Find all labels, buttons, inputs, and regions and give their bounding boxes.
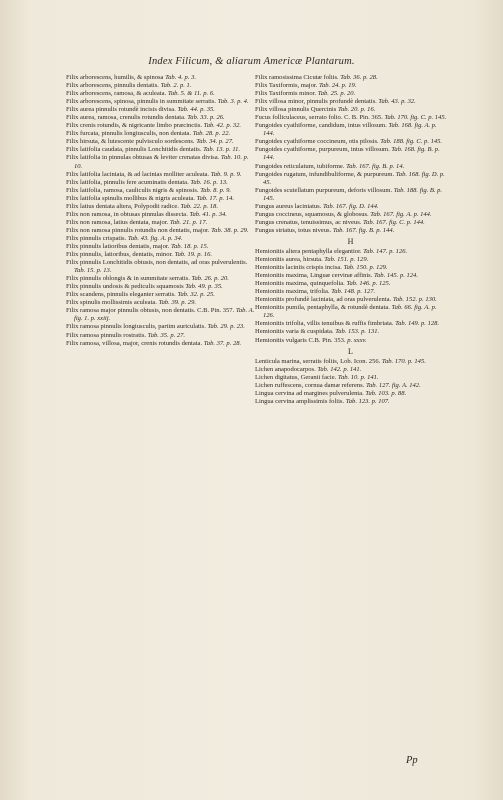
index-entry [66, 299, 256, 307]
entry-reference: Tab. 168. fig. B. p. 144. [263, 146, 440, 162]
index-entry [255, 114, 447, 122]
index-entry [66, 227, 256, 235]
index-entry [66, 332, 256, 340]
entry-name: Filix Taxiformis minor. [255, 90, 318, 98]
index-entry [66, 179, 256, 187]
entry-reference: Tab. 28. p. 22. [192, 130, 231, 138]
entry-name: Filix pinnulis undosis & pediculis squamosis [66, 283, 186, 291]
section-letter-l: L [348, 346, 354, 356]
right-column [255, 74, 447, 406]
entry-name: Fucus folliculaceus, serrato folio. C. B. Pin. 365. [255, 114, 385, 122]
entry-name: Filix arborescens, ramosa, & aculeata. [66, 90, 168, 98]
entry-name: Filix ramosa pinnulis longiusculis, partim auriculatis. [66, 323, 208, 331]
index-entry [255, 211, 447, 219]
index-entry [66, 171, 256, 179]
entry-reference: Tab. 152. p. 130. [392, 296, 437, 304]
entry-name: Filix ramosissima Cicutæ foliis. [255, 74, 341, 81]
entry-name: Fungus aureus laciniatus. [255, 202, 324, 210]
entry-name: Filix latifolia spinulis mollibus & nigris aculeata. [66, 194, 197, 202]
index-entry [66, 203, 256, 211]
entry-reference: Tab. 8. p. 9. [200, 186, 232, 194]
entry-name: Filix ramosa pinnulis rostratis. [66, 331, 148, 339]
index-entry [66, 138, 256, 146]
entry-reference: Tab. 167. fig. B. p. 14. [346, 162, 405, 170]
entry-name: Filix latifolia in pinnulas obtusas & leviter crenatas divisa. [66, 154, 221, 162]
entry-reference: Tab. 18. p. 15. [170, 242, 209, 250]
entry-name: Filix latifolia laciniata, & ad lacinias molliter aculeata. [66, 170, 211, 178]
entry-reference: Tab. 167. fig. A. p. 144. [370, 210, 432, 218]
entry-name: Lenticula marina, serratis foliis, Lob. Icon. 256. [255, 357, 382, 365]
entry-name: Filix non ramosa, in obtusas pinnulas dissecta. [66, 210, 190, 218]
entry-name: Hemionitis vulgaris C.B. Pin. 353. [255, 336, 348, 344]
left-column [66, 74, 256, 348]
entry-name: Lingua cervina ad margines pulverulenta. [255, 389, 366, 397]
entry-reference: Tab. 15. p. 13. [74, 267, 112, 275]
index-entry [66, 90, 256, 98]
index-entry [255, 280, 447, 288]
entry-name: Filix latifolia, pinnulis fere acuminatis dentata. [66, 178, 191, 186]
entry-name: Filix non ramosa, latius dentata, major. [66, 218, 170, 226]
index-entry [66, 130, 256, 138]
index-entry [255, 171, 447, 187]
entry-reference: Tab. 22. p. 18. [180, 202, 218, 210]
entry-reference: Tab. 147. p. 126. [363, 247, 408, 255]
entry-name: Hemionitis maxima, Linguæ cervinæ affinis. [255, 272, 374, 280]
section-letter-h: H [347, 236, 355, 246]
entry-reference: Tab. 49. p. 35. [185, 283, 223, 291]
index-entry [255, 296, 447, 304]
running-header: Index Filicum, & aliarum Americæ Plantarum. [148, 56, 355, 67]
index-entry [66, 340, 256, 348]
entry-name: Filix latius dentata altera, Polypodii radice. [66, 202, 181, 210]
entry-reference: Tab. 38. p. 29. [211, 226, 249, 234]
entry-reference: Tab. 17. p. 14. [196, 194, 234, 202]
entry-reference: Tab. 33. p. 26. [187, 114, 225, 122]
entry-name: Filix spinulis mollissimis aculeata. [66, 299, 159, 307]
index-entry [66, 195, 256, 203]
entry-reference: Tab. 150. p. 129. [343, 264, 388, 272]
index-entry [66, 235, 256, 243]
entry-name: Filix pinnulis oblongis & in summitate serratis. [66, 275, 192, 283]
entry-reference: Tab. 2. p. 1. [160, 82, 192, 90]
entry-reference: Tab. 43. p. 32. [378, 98, 416, 106]
entry-reference: Tab. 168. fig. D. p. 45. [263, 170, 445, 186]
entry-reference: Tab. 13. p. 11. [203, 146, 241, 154]
entry-reference: Tab. 188. fig. C. p. 145. [380, 138, 443, 146]
index-entry [66, 275, 256, 283]
entry-name: Filix pinnulis Lonchitidis obtusis, non dentatis, ad oras pulverulentis. [66, 259, 248, 267]
index-entry [255, 163, 447, 171]
entry-name: Lichen anapodocarpos. [255, 365, 318, 373]
index-entry [255, 82, 447, 90]
entry-reference: Tab. 145. p. 124. [373, 272, 418, 280]
entry-reference: Tab. 167. fig. D. 144. [323, 202, 379, 210]
index-entry [255, 106, 447, 114]
entry-name: Fungoides reticulatum, tubiforme. [255, 162, 347, 170]
index-entry [255, 264, 447, 272]
entry-reference: Tab. 123. p. 107. [345, 397, 390, 405]
entry-name: Filix ramosa, villosa, major, crenis rotundis dentata. [66, 339, 204, 347]
entry-reference: Tab. 35. p. 27. [147, 331, 186, 339]
entry-name: Hemionitis laciniis crispis incisa. [255, 264, 344, 272]
entry-name: Filix arborescens, spinosa, pinnulis in summitate serratis. [66, 98, 218, 106]
index-entry [66, 243, 256, 251]
entry-name: Fungus coccineus, squamosus, & globosus. [255, 210, 371, 218]
entry-reference: Tab. 146. p. 125. [346, 280, 391, 288]
entry-reference: Tab. 5. & 11. p. 6. [167, 90, 215, 98]
entry-reference: Tab. 36. p. 28. [340, 74, 378, 81]
entry-reference: Tab. 167. fig. B. p. 144. [332, 226, 395, 234]
entry-reference: Tab. 149. p. 128. [395, 320, 440, 328]
entry-reference: Tab. 44. p. 35. [177, 106, 215, 114]
index-entry [255, 248, 447, 256]
entry-reference: Tab. 10. p. 10. [74, 154, 249, 170]
index-entry [66, 219, 256, 227]
entry-name: Filix non ramosa pinnulis rotundis non dentatis, major. [66, 226, 212, 234]
entry-name: Fungoides cyathiforme coccineum, otis pilosis. [255, 138, 381, 146]
entry-name: Filix hirsuta, & lutescente pulvisculo sordescens. [66, 138, 197, 146]
index-entry [255, 90, 447, 98]
index-entry [255, 337, 447, 345]
index-entry [255, 366, 447, 374]
entry-reference: Tab. 167. fig. C. p. 144. [363, 218, 425, 226]
entries-h [255, 248, 447, 345]
entry-name: Filix ramosa major pinnulis obtusis, non dentatis. C.B. Pin. 357. [66, 307, 236, 315]
entry-reference: Tab. 39. p. 29. [158, 299, 196, 307]
entry-reference: Tab. 127. fig. A. 142. [365, 381, 421, 389]
entry-reference: Tab. 29. p. 23. [207, 323, 245, 331]
entry-reference: Tab. 66. fig. A. p. 126. [263, 304, 437, 320]
index-entry [255, 98, 447, 106]
index-entry [66, 98, 256, 106]
index-entry [255, 203, 447, 211]
entry-reference: Tab. 170. fig. C. p. 145. [384, 114, 447, 122]
index-entry [255, 398, 447, 406]
index-entry [255, 74, 447, 82]
index-entry [66, 82, 256, 90]
entry-reference: Tab. 34. p. 27. [196, 138, 234, 146]
entry-reference: Tab. 168. fig. A. p. 144. [263, 122, 437, 138]
index-entry [255, 382, 447, 390]
index-entry [66, 291, 256, 299]
index-entry [255, 358, 447, 366]
entry-reference: Tab. 19. p. 16. [174, 251, 212, 259]
index-entry [66, 323, 256, 331]
index-entry [66, 74, 256, 82]
entry-name: Filix latifolia, ramosa, cauliculis nigris & spinosis. [66, 186, 201, 194]
entry-name: Lichen ruffescens, cornua damæ referens. [255, 381, 366, 389]
entry-name: Lingua cervina amplissimis foliis. [255, 397, 346, 405]
entry-name: Fungoides scutellatum purpureum, deforis villosum. [255, 186, 394, 194]
entry-name: Fungus striatus, totus niveus. [255, 226, 333, 234]
entry-reference: Tab. 42. p. 32. [203, 122, 242, 130]
index-entry [255, 227, 447, 235]
entry-reference: Tab. 37. p. 28. [203, 339, 242, 347]
entry-reference: Tab. 25. p. 20. [317, 90, 356, 98]
entry-name: Fungoides cyathiforme, purpureum, intus villosum. [255, 146, 392, 154]
index-entry [255, 219, 447, 227]
entry-name: Hemionitis maxima, quinquefolia. [255, 280, 347, 288]
index-entry [255, 122, 447, 138]
entry-name: Filix arborescens, humilis, & spinosa [66, 74, 166, 81]
entry-reference: Tab. 20. p. 16. [337, 106, 376, 114]
entry-name: Fungus crenatus, tenuissimus, ac niveus. [255, 218, 364, 226]
entry-name: Filix villosa pinnulis Quercinis [255, 106, 338, 114]
index-entry [255, 320, 447, 328]
entry-name: Filix furcata, pinnulis longiusculis, non dentata. [66, 130, 193, 138]
entry-reference: Tab. 153. p. 131. [335, 328, 380, 336]
entry-name: Fungoides rugatum, infundibuliforme, & purpureum. [255, 170, 396, 178]
entry-name: Filix pinnulis latioribus dentatis, major. [66, 242, 171, 250]
entry-name: Filix aurea, ramosa, crenulis rotundis dentata. [66, 114, 188, 122]
entry-reference: Tab. 103. p. 88. [365, 389, 407, 397]
catchword: Pp [406, 755, 418, 766]
entry-reference: Tab. 188. fig. B. p. 145. [263, 186, 443, 202]
entry-name: Filix aurea pinnulis rotundè incisis divisa. [66, 106, 178, 114]
index-entry [66, 211, 256, 219]
entry-name: Hemionitis altera pentaphylla elegantior. [255, 247, 364, 255]
entry-name: Filix arborescens, pinnulis dentatis. [66, 82, 161, 90]
entry-name: Filix scandens, pinnulis eleganter serratis. [66, 291, 178, 299]
index-entry [255, 390, 447, 398]
index-entry [66, 106, 256, 114]
entry-reference: Tab. 3. p. 4. [217, 98, 249, 106]
entry-reference: p. xxxv. [347, 336, 367, 344]
entry-name: Filix villosa minor, pinnulis profundè dentatis. [255, 98, 379, 106]
entry-name: Lichen digitatus, Geranii facie. [255, 373, 338, 381]
entry-name: Hemionitis maxima, trifolia. [255, 288, 332, 296]
entry-reference: Tab. 148. p. 127. [331, 288, 376, 296]
entry-reference: Tab. 142. p. 141. [317, 365, 362, 373]
entry-reference: Tab. 4. p. 3. [165, 74, 196, 81]
entry-reference: Tab. 32. p. 25. [177, 291, 215, 299]
entry-reference: Tab. 21. p. 17. [169, 218, 208, 226]
entry-reference: Tab. 41. p. 34. [189, 210, 227, 218]
index-entry [255, 288, 447, 296]
index-entry [255, 187, 447, 203]
entry-name: Hemionitis aurea, hirsuta. [255, 256, 325, 264]
entry-reference: Tab. 26. p. 20. [191, 275, 229, 283]
index-entry [255, 138, 447, 146]
entries-f-continued [255, 74, 447, 235]
entry-name: Fungoides cyathiforme, candidum, intus villosum. [255, 122, 389, 130]
index-entry [255, 256, 447, 264]
entry-name: Hemionitis profundè laciniata, ad oras pulverulenta. [255, 296, 393, 304]
index-entry [255, 146, 447, 162]
entry-reference: Tab. 170. p. 145. [381, 357, 426, 365]
entry-name: Hemionitis varia & cuspidata. [255, 328, 336, 336]
index-entry [66, 154, 256, 170]
entry-reference: Tab. 24. p. 19. [318, 82, 357, 90]
index-entry [66, 283, 256, 291]
index-entry [66, 114, 256, 122]
entry-name: Filix latifolia caudata, pinnulis Lonchitidis dentatis. [66, 146, 204, 154]
entry-reference: Tab. 43. fig. A. p. 34. [127, 234, 183, 242]
index-entry [66, 187, 256, 195]
index-entry [66, 122, 256, 130]
index-entry [66, 146, 256, 154]
entry-reference: Tab. 10. p. 141. [337, 373, 379, 381]
entry-name: Filix crenis rotundis, & nigricante limbo præcinctis. [66, 122, 204, 130]
entry-name: Filix Taxiformis, major. [255, 82, 319, 90]
entry-reference: Tab. 16. p. 13. [190, 178, 228, 186]
entries-l [255, 358, 447, 406]
entry-reference: Tab. A. fig. 1. p. xxiij. [74, 307, 255, 323]
index-entry [255, 328, 447, 336]
index-entry [66, 259, 256, 275]
entry-name: Hemionitis pumila, pentaphylla, & rotundè dentata. [255, 304, 392, 312]
index-entry [255, 304, 447, 320]
index-entry [255, 272, 447, 280]
entry-reference: Tab. 9. p. 9. [210, 170, 242, 178]
entry-name: Hemionitis trifolia, villis tenuibus & ruffis fimbriata. [255, 320, 396, 328]
index-entry [66, 251, 256, 259]
entry-reference: Tab. 151. p. 129. [324, 256, 369, 264]
index-entry [255, 374, 447, 382]
entry-name: Filix pinnulis crispatis. [66, 234, 128, 242]
entry-name: Filix pinnulis, latioribus, dentatis, minor. [66, 251, 175, 259]
index-entry [66, 307, 256, 323]
